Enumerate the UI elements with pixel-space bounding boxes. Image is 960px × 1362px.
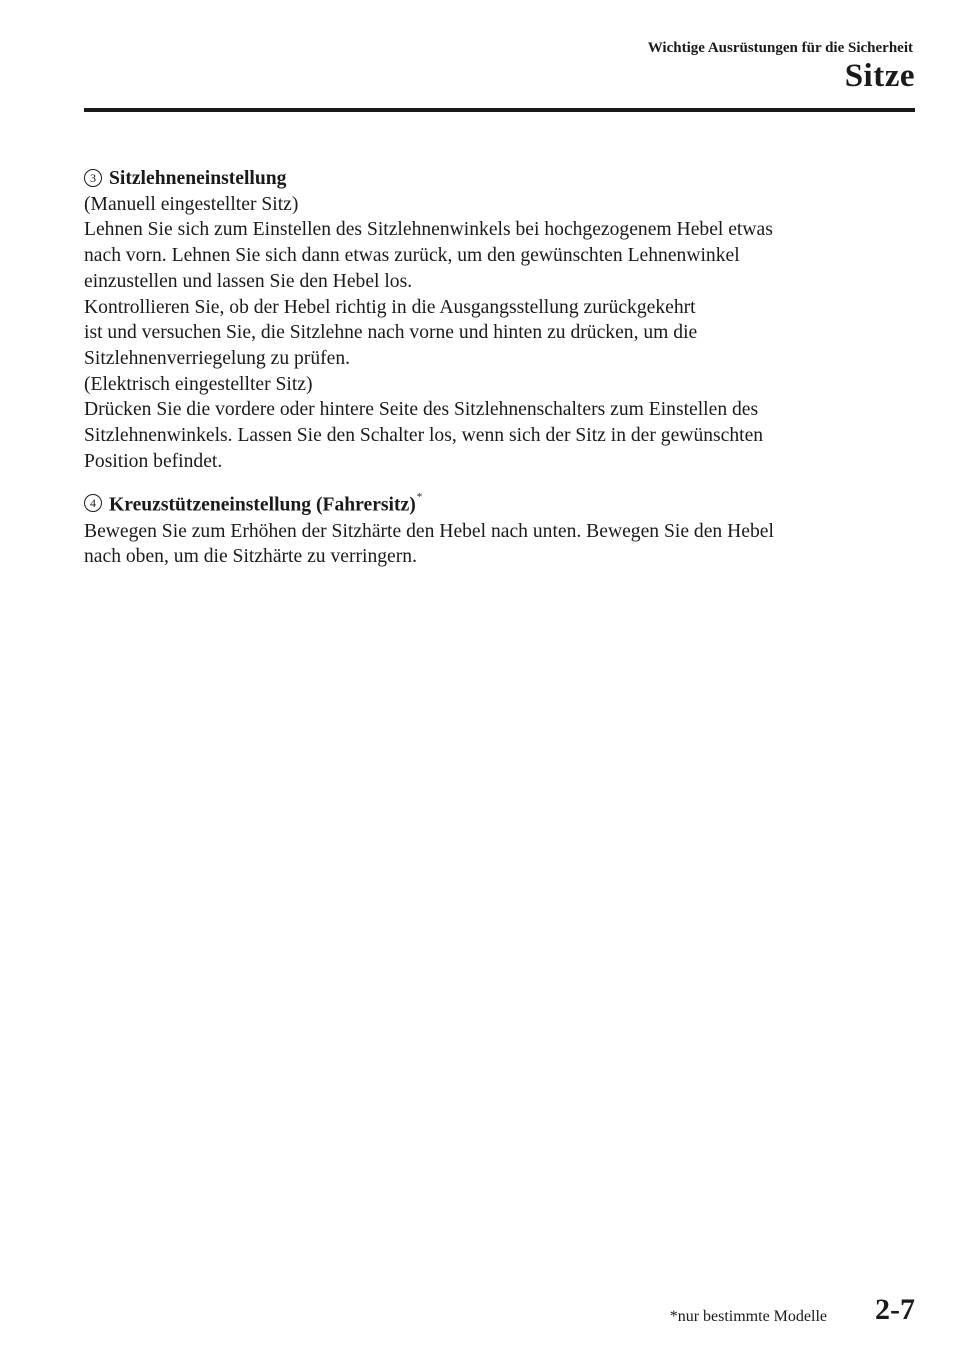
- circled-number-3-icon: 3: [84, 169, 102, 187]
- paragraph-line: Sitzlehnenwinkels. Lassen Sie den Schalter los, wenn sich der Sitz in der gewünschten: [84, 425, 764, 447]
- footnote-mark: *: [416, 491, 423, 504]
- header-divider: [84, 108, 915, 112]
- page-title: Sitze: [844, 58, 915, 94]
- running-header-section: Wichtige Ausrüstungen für die Sicherheit: [647, 40, 913, 56]
- section-heading-label: Kreuzstützeneinstellung (Fahrersitz): [109, 494, 416, 516]
- paragraph-line: Sitzlehnenverriegelung zu prüfen.: [84, 347, 351, 369]
- paragraph-line: Kontrollieren Sie, ob der Hebel richtig in die Ausgangsstellung zurückgekehrt: [84, 296, 696, 318]
- paragraph-line: ist und versuchen Sie, die Sitzlehne nach vorne und hinten zu drücken, um die: [84, 322, 698, 344]
- section-heading-text: Sitzlehneneinstellung: [109, 168, 287, 189]
- paragraph-line: nach vorn. Lehnen Sie sich dann etwas zurück, um den gewünschten Lehnenwinkel: [84, 245, 740, 267]
- paragraph-line: nach oben, um die Sitzhärte zu verringern.: [84, 546, 417, 568]
- footnote: *nur bestimmte Modelle: [669, 1308, 827, 1325]
- paragraph-line: (Elektrisch eingestellter Sitz): [84, 373, 313, 395]
- circled-number-4-icon: 4: [84, 494, 102, 512]
- paragraph-line: Lehnen Sie sich zum Einstellen des Sitzlehnenwinkels bei hochgezogenem Hebel etwas: [84, 219, 773, 241]
- section-heading-text: [109, 488, 422, 518]
- paragraph-line: Drücken Sie die vordere oder hintere Seite des Sitzlehnenschalters zum Einstellen des: [84, 399, 759, 421]
- page-number: 2-7: [875, 1293, 915, 1326]
- section-backrest-adjustment: [84, 166, 904, 474]
- section-heading: [84, 166, 904, 192]
- paragraph-line: (Manuell eingestellter Sitz): [84, 193, 299, 215]
- page-content: [84, 166, 904, 584]
- paragraph-line: Bewegen Sie zum Erhöhen der Sitzhärte den Hebel nach unten. Bewegen Sie den Hebel: [84, 520, 774, 542]
- paragraph-line: einzustellen und lassen Sie den Hebel los.: [84, 270, 413, 292]
- section-lumbar-support: [84, 488, 904, 570]
- paragraph-line: Position befindet.: [84, 450, 223, 472]
- section-heading: [84, 488, 904, 518]
